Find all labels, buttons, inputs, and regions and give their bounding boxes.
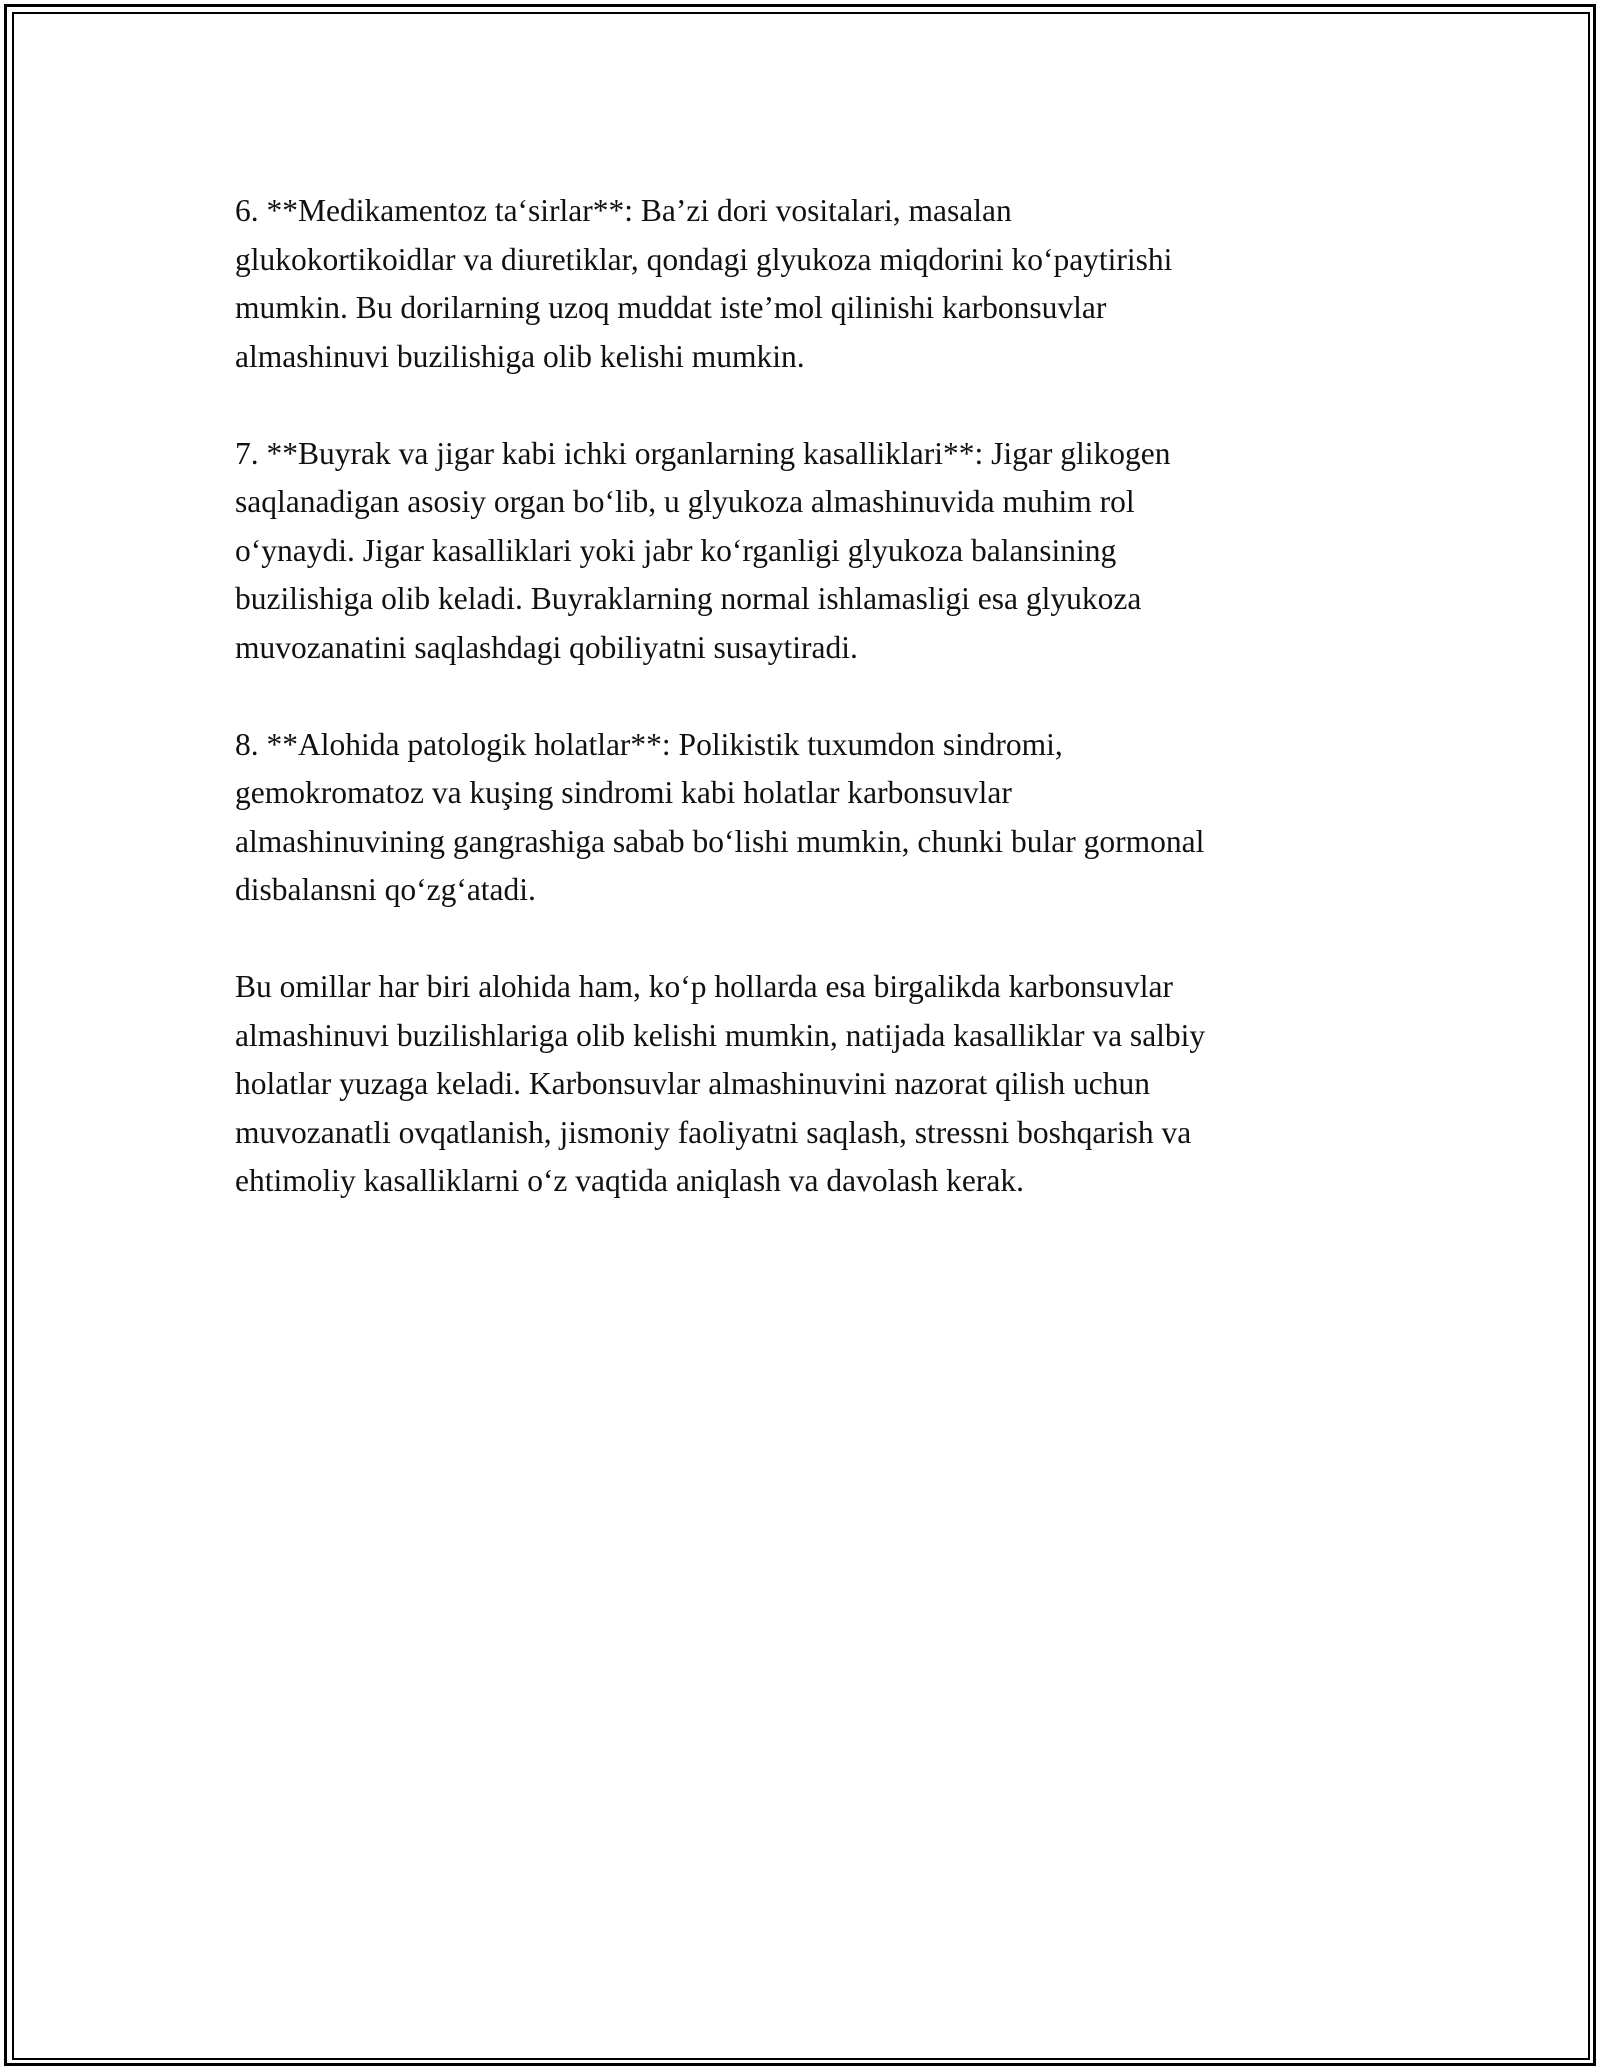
document-body (235, 187, 1385, 1254)
paragraph-buyrak-jigar: 7. **Buyrak va jigar kabi ichki organlarning kasalliklari**: Jigar glikogen saqlanadigan asosiy organ bo‘lib, u glyukoza almashinuvida muhim rol o‘ynaydi. Jigar kasalliklari yoki jabr ko‘rganligi glyukoza balansining buzilishiga olib keladi. Buyraklarning normal ishlamasligi esa glyukoza muvozanatini saqlashdagi qobiliyatni susaytiradi. (235, 435, 1171, 665)
paragraph-medikamentoz: 6. **Medikamentoz ta‘sirlar**: Ba’zi dori vositalari, masalan glukokortikoidlar va diuretiklar, qondagi glyukoza miqdorini ko‘paytirishi mumkin. Bu dorilarning uzoq muddat iste’mol qilinishi karbonsuvlar almashinuvi buzilishiga olib kelishi mumkin. (235, 193, 1173, 374)
paragraph-patologik-holatlar: 8. **Alohida patologik holatlar**: Polikistik tuxumdon sindromi, gemokromatoz va kuşing sindromi kabi holatlar karbonsuvlar almashinuvining gangrashiga sabab bo‘lishi mumkin, chunki bular gormonal disbalansni qo‘zg‘atadi. (235, 726, 1205, 907)
paragraph-conclusion: Bu omillar har biri alohida ham, ko‘p hollarda esa birgalikda karbonsuvlar almashinuvi buzilishlariga olib kelishi mumkin, natijada kasalliklar va salbiy holatlar yuzaga keladi. Karbonsuvlar almashinuvini nazorat qilish uchun muvozanatli ovqatlanish, jismoniy faoliyatni saqlash, stressni boshqarish va ehtimoliy kasalliklarni o‘z vaqtida aniqlash va davolash kerak. (235, 969, 1206, 1198)
